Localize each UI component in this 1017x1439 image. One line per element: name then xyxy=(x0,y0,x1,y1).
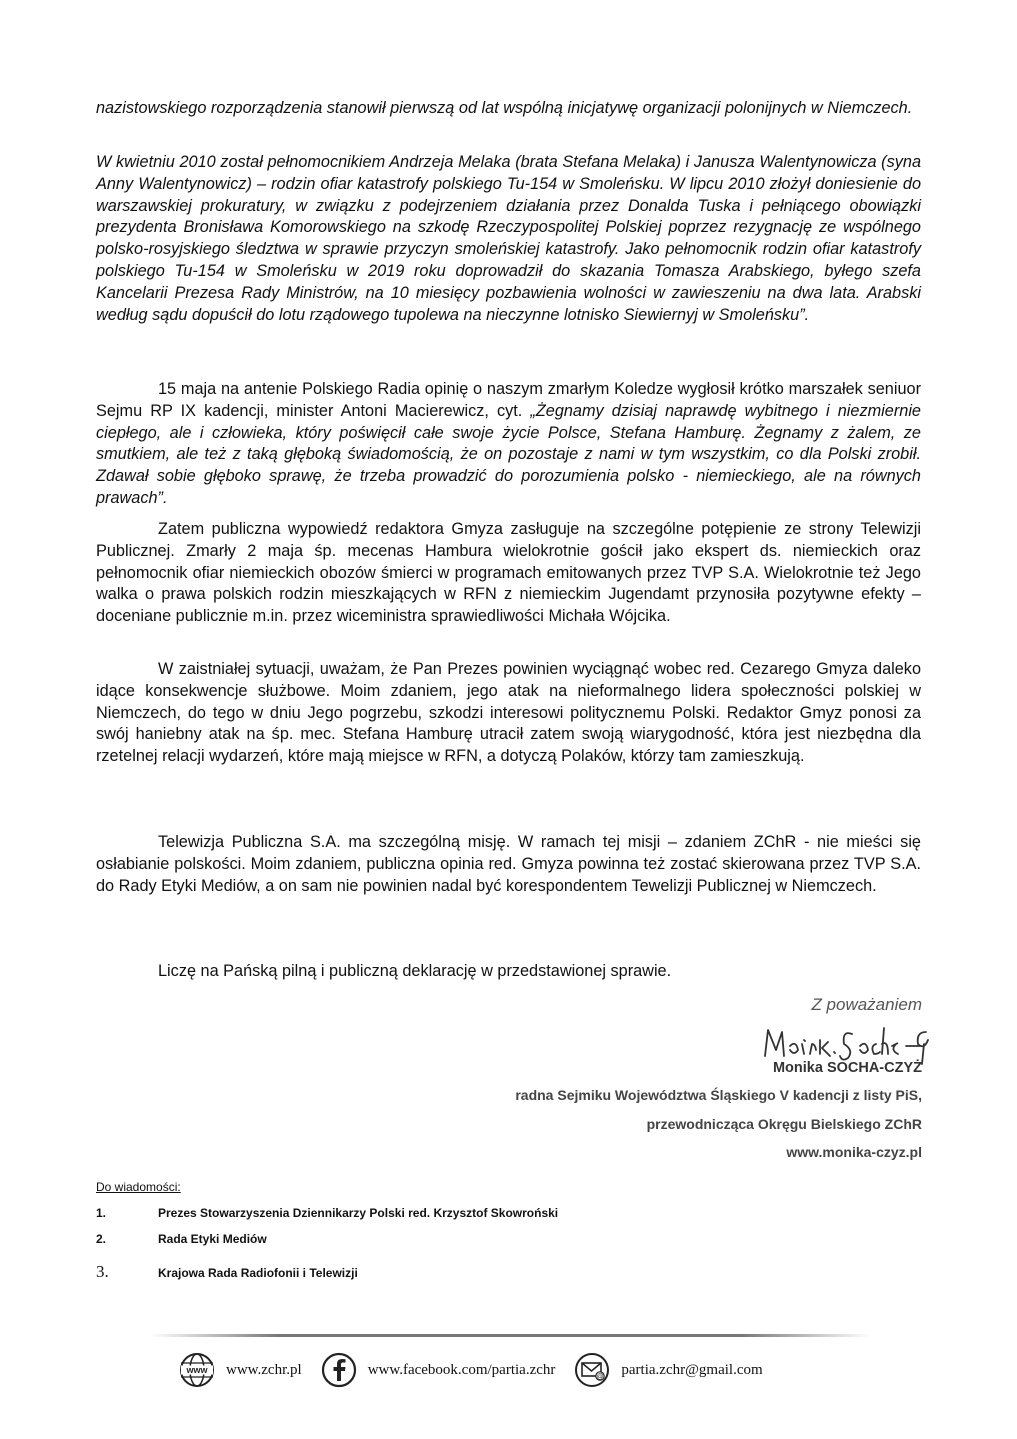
salutation: Z poważaniem xyxy=(811,995,922,1014)
footer-email[interactable] xyxy=(573,1351,762,1389)
svg-text:@: @ xyxy=(596,1373,604,1381)
list-item xyxy=(96,1206,558,1220)
footer-divider xyxy=(150,1334,870,1337)
list-item-number: 1. xyxy=(96,1206,107,1220)
signatory-name: Monika SOCHA-CZYŻ xyxy=(772,1060,922,1076)
footer-facebook-text: www.facebook.com/partia.zchr xyxy=(367,1361,556,1378)
signatory-website: www.monika-czyz.pl xyxy=(786,1144,922,1160)
footer-website[interactable] xyxy=(178,1351,302,1389)
footer-email-text: partia.zchr@gmail.com xyxy=(621,1361,763,1378)
globe-icon xyxy=(178,1351,216,1389)
list-item-text: Rada Etyki Mediów xyxy=(158,1232,267,1246)
signatory-role-2: przewodnicząca Okręgu Bielskiego ZChR xyxy=(646,1116,922,1132)
distribution-heading: Do wiadomości: xyxy=(96,1180,181,1194)
paragraph-continued: nazistowskiego rozporządzenia stanowił pierwszą od lat wspólną inicjatywę organizacji polonijnych w Niemczech. xyxy=(96,99,913,117)
paragraph-radio-quote xyxy=(96,379,921,510)
facebook-icon xyxy=(320,1351,358,1389)
paragraph-condemnation: Zatem publiczna wypowiedź redaktora Gmyza zasługuje na szczególne potępienie ze strony Telewizji Publicznej. Zmarły 2 maja śp. mecenas Hambura wielokrotnie gościł jako ekspert ds. niemieckich oraz pełnomocnik ofiar niemieckich obozów śmierci w programach emitowanych przez TVP S.A. Wielokrotnie też Jego walka o prawa polskich rodzin mieszkających w RFN z niemieckim Jugendamt przynosiła pozytywne efekty – doceniane publicznie m.in. przez wiceministra sprawiedliwości Michała Wójcika. xyxy=(96,520,921,626)
paragraph-consequences: W zaistniałej sytuacji, uważam, że Pan Prezes powinien wyciągnąć wobec red. Cezarego Gmyza daleko idące konsekwencje służbowe. Moim zdaniem, jego atak na nieformalnego lidera społeczności polskiej w Niemczech, do tego w dniu Jego pogrzebu, szkodzi interesowi politycznemu Polski. Redaktor Gmyz ponosi za swój haniebny atak na śp. mec. Stefana Hamburę utracił zatem swoją wiarygodność, która jest niezbędna dla rzetelnej relacji wydarzeń, które mają miejsce w RFN, a dotyczą Polaków, którzy tam zamieszkują. xyxy=(96,660,921,766)
footer-website-text: www.zchr.pl xyxy=(226,1361,302,1378)
list-item-text: Krajowa Rada Radiofonii i Telewizji xyxy=(158,1266,358,1280)
envelope-icon xyxy=(573,1351,611,1389)
globe-icon-label: www xyxy=(186,1365,208,1375)
footer-contacts xyxy=(178,1350,781,1390)
signatory-role-1: radna Sejmiku Województwa Śląskiego V kadencji z listy PiS, xyxy=(515,1087,922,1103)
list-item xyxy=(96,1262,358,1282)
list-item-text: Prezes Stowarzyszenia Dziennikarzy Polski red. Krzysztof Skowroński xyxy=(158,1206,559,1220)
list-item-number: 3. xyxy=(96,1262,109,1281)
paragraph-request: Liczę na Pańską pilną i publiczną deklarację w przedstawionej sprawie. xyxy=(158,962,672,980)
paragraph-radio-intro: 15 maja na antenie Polskiego Radia opinię o naszym zmarłym Koledze wygłosił krótko marszałek seniuor Sejmu RP IX kadencji, minister Antoni Macierewicz, cyt. xyxy=(96,380,921,420)
list-item-number: 2. xyxy=(96,1232,107,1246)
quote-macierewicz: „Żegnamy dzisiaj naprawdę wybitnego i niezmiernie ciepłego, ale i człowieka, który poświęcił całe swoje życie Polsce, Stefana Hamburę. Żegnamy z żalem, ze smutkiem, ale też z taką głęboką świadomością, że on pozostaje z nami w tym wszystkim, co dla Polski zrobił. Zdawał sobie głęboko sprawę, że trzeba prowadzić do porozumienia polsko - niemieckiego, ale na równych prawach”. xyxy=(96,401,921,507)
paragraph-attorney: W kwietniu 2010 został pełnomocnikiem Andrzeja Melaka (brata Stefana Melaka) i Janusza Walentynowicza (syna Anny Walentynowicz) – rodzin ofiar katastrofy polskiego Tu-154 w Smoleńsku. W lipcu 2010 złożył doniesienie do warszawskiej prokuratury, w związku z podejrzeniem działania przez Donalda Tuska i pełniącego obowiązki prezydenta Bronisława Komorowskiego na szkodę Rzeczypospolitej Polskiej poprzez rezygnację ze wspólnego polsko-rosyjskiego śledztwa w sprawie przyczyn smoleńskiej katastrofy. Jako pełnomocnik rodzin ofiar katastrofy polskiego Tu-154 w Smoleńsku w 2019 roku doprowadził do skazania Tomasza Arabskiego, byłego szefa Kancelarii Prezesa Rady Ministrów, na 10 miesięcy pozbawienia wolności w zawieszeniu na dwa lata. Arabski według sądu dopuścił do lotu rządowego tupolewa na nieczynne lotnisko Siewiernyj w Smoleńsku”. xyxy=(96,153,921,324)
list-item xyxy=(96,1232,267,1246)
footer-facebook[interactable] xyxy=(320,1351,556,1389)
paragraph-mission: Telewizja Publiczna S.A. ma szczególną misję. W ramach tej misji – zdaniem ZChR - nie mieści się osłabianie polskości. Moim zdaniem, publiczna opinia red. Gmyza powinna też zostać skierowana przez TVP S.A. do Rady Etyki Mediów, a on sam nie powinien nadal być korespondentem Tewelizji Publicznej w Niemczech. xyxy=(96,833,921,895)
